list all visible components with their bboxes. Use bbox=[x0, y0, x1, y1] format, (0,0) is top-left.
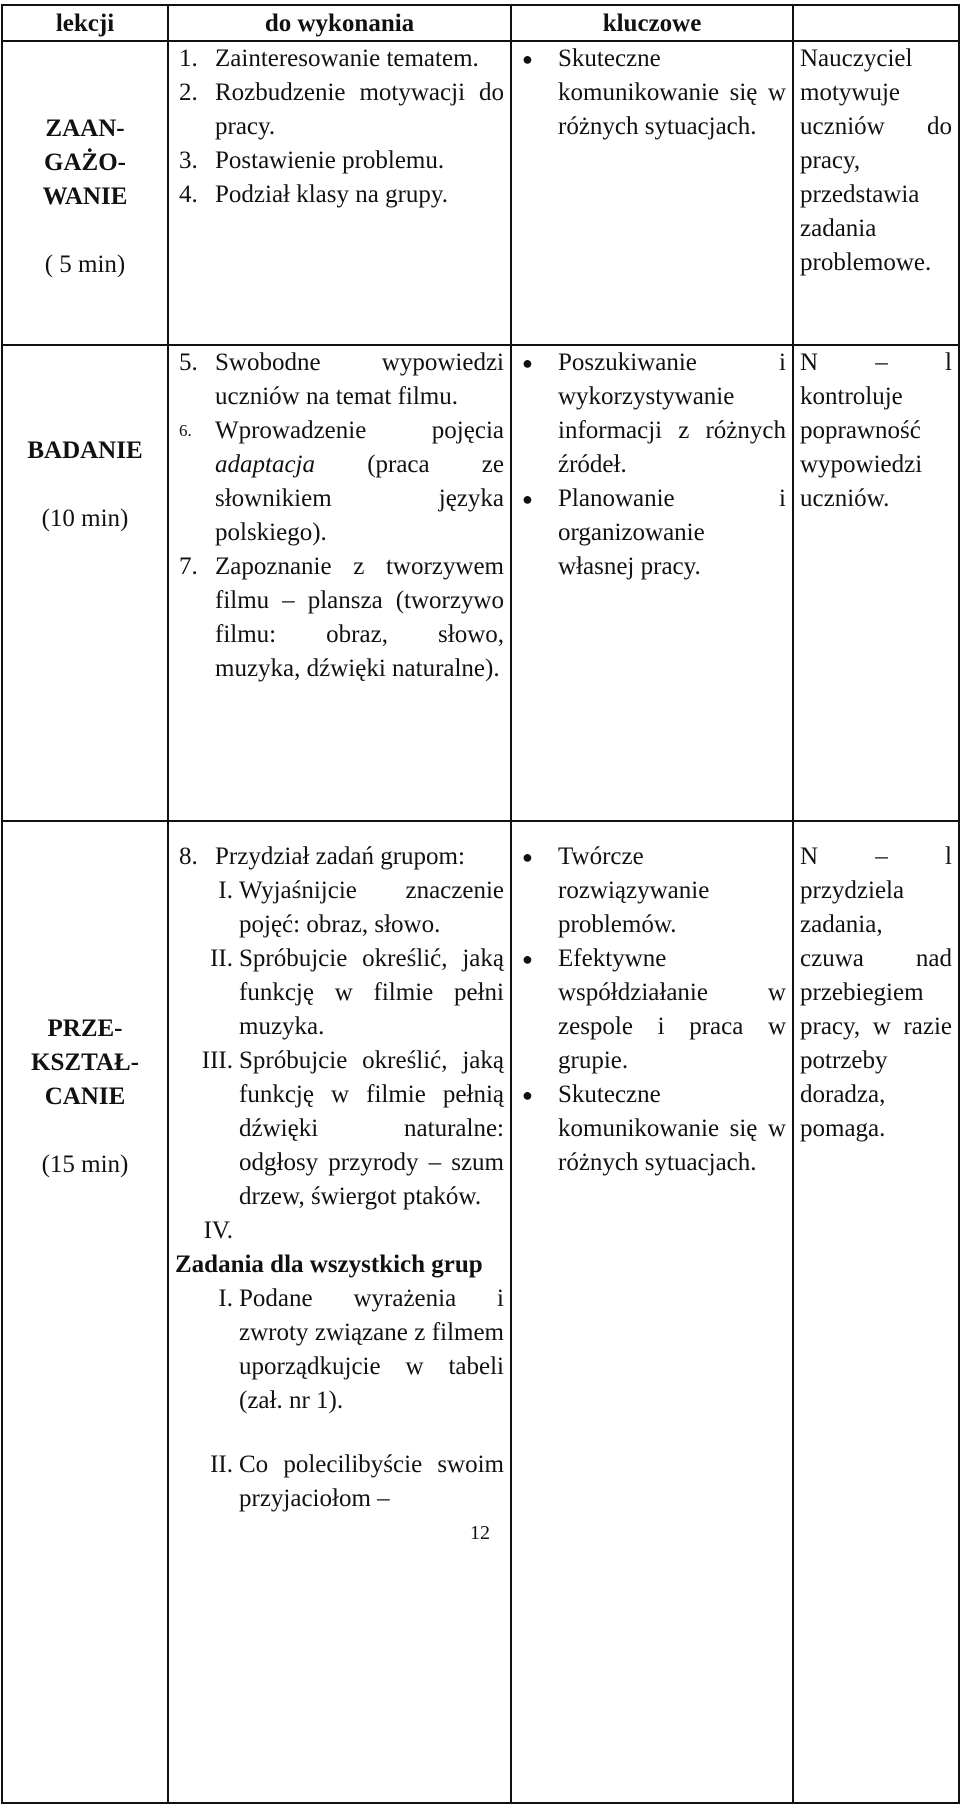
header-kluczowe: kluczowe bbox=[511, 5, 793, 41]
phase-time: ( 5 min) bbox=[44, 251, 126, 278]
task-item bbox=[175, 76, 504, 144]
task-text: Zainteresowanie tematem. bbox=[215, 45, 479, 72]
phase-name-line: ZAAN- bbox=[45, 115, 125, 142]
phase-name-line: KSZTAŁ- bbox=[31, 1049, 139, 1076]
teacher-cell: N – l kontroluje poprawność wypowiedzi uczniów. bbox=[793, 345, 959, 821]
subtask-number: II. bbox=[210, 1451, 233, 1478]
subtask-item bbox=[175, 1214, 504, 1248]
task-item bbox=[175, 178, 504, 212]
skill-text: Poszukiwanie i wykorzystywanie informacji z różnych źródeł. bbox=[558, 349, 786, 478]
teacher-cell: N – l przydziela zadania, czuwa nad przebiegiem pracy, w razie potrzeby doradza, pomaga. bbox=[793, 821, 959, 1803]
task-number: 7. bbox=[179, 553, 198, 580]
bullet-icon: ● bbox=[522, 949, 533, 969]
bullet-icon: ● bbox=[522, 49, 533, 69]
subtask-number: II. bbox=[210, 945, 233, 972]
phase-time: (10 min) bbox=[41, 505, 129, 532]
task-item bbox=[175, 840, 504, 874]
subtask-number: III. bbox=[201, 1047, 233, 1074]
subtask-item bbox=[175, 942, 504, 1044]
header-do-wykonania: do wykonania bbox=[168, 5, 511, 41]
bullet-icon: ● bbox=[522, 353, 533, 373]
task-text: Podział klasy na grupy. bbox=[215, 181, 449, 208]
bullet-icon: ● bbox=[522, 489, 533, 509]
task-item bbox=[175, 144, 504, 178]
task-number: 8. bbox=[179, 843, 198, 870]
skill-item bbox=[518, 42, 786, 144]
phase-name-line: PRZE- bbox=[47, 1015, 123, 1042]
skill-text: Skuteczne komunikowanie się w różnych sytuacjach. bbox=[558, 1081, 786, 1176]
header-blank bbox=[793, 5, 959, 41]
task-number: 5. bbox=[179, 349, 198, 376]
task-text: Swobodne wypowiedzi uczniów na temat filmu. bbox=[215, 349, 504, 410]
task-number: 6. bbox=[179, 421, 192, 440]
task-text: Postawienie problemu. bbox=[215, 147, 445, 174]
subtask-text: Co polecilibyście swoim przyjaciołom – bbox=[239, 1451, 504, 1512]
phase-name-line: GAŻO- bbox=[44, 149, 126, 176]
skill-text: Skuteczne komunikowanie się w różnych sytuacjach. bbox=[558, 45, 786, 140]
skills-cell bbox=[511, 345, 793, 821]
subtask-text bbox=[239, 1214, 504, 1248]
phase-name-line: CANIE bbox=[44, 1083, 126, 1110]
skill-text: Efektywne współdziałanie w zespole i praca w grupie. bbox=[558, 945, 786, 1074]
skills-cell bbox=[511, 41, 793, 345]
bullet-icon: ● bbox=[522, 847, 533, 867]
phase-name-line: WANIE bbox=[42, 183, 128, 210]
subtask-item bbox=[175, 874, 504, 942]
teacher-cell: Nauczyciel motywuje uczniów do pracy, przedstawia zadania problemowe. bbox=[793, 41, 959, 345]
skill-text: Planowanie i organizowanie własnej pracy. bbox=[558, 485, 786, 580]
skill-item bbox=[518, 346, 786, 482]
task-item bbox=[175, 346, 504, 414]
task-item bbox=[175, 42, 504, 76]
phase-row-zaangazowanie bbox=[2, 41, 959, 345]
subtask-item bbox=[175, 1044, 504, 1214]
tasks-cell bbox=[168, 345, 511, 821]
skill-item bbox=[518, 942, 786, 1078]
phase-cell bbox=[2, 821, 168, 1803]
subtask-text: Podane wyrażenia i zwroty związane z filmem uporządkujcie w tabeli (zał. nr 1). bbox=[239, 1285, 504, 1414]
page-number: 12 bbox=[470, 1522, 490, 1544]
phase-time: (15 min) bbox=[41, 1151, 129, 1178]
skills-cell bbox=[511, 821, 793, 1803]
skill-item bbox=[518, 482, 786, 584]
tasks-cell bbox=[168, 41, 511, 345]
subtask-number: I. bbox=[218, 877, 233, 904]
task-text-italic: adaptacja bbox=[215, 451, 315, 478]
skill-item bbox=[518, 840, 786, 942]
subtask-number: IV. bbox=[203, 1217, 233, 1244]
phase-row-przeksztalcanie bbox=[2, 821, 959, 1803]
task-number: 3. bbox=[179, 147, 198, 174]
task-text-part: Wprowadzenie pojęcia bbox=[215, 417, 504, 444]
subtask-text: Wyjaśnijcie znaczenie pojęć: obraz, słowo. bbox=[239, 877, 504, 938]
task-text: Zapoznanie z tworzywem filmu – plansza (tworzywo filmu: obraz, słowo, muzyka, dźwięki naturalne). bbox=[215, 553, 504, 682]
phase-row-badanie bbox=[2, 345, 959, 821]
phase-name-line: BADANIE bbox=[27, 437, 143, 464]
spacer bbox=[175, 1418, 504, 1448]
subtask-item bbox=[175, 1282, 504, 1418]
task-text-part: (praca ze słownikiem języka polskiego). bbox=[215, 451, 504, 546]
phase-cell bbox=[2, 41, 168, 345]
task-text bbox=[215, 414, 504, 550]
task-text: Rozbudzenie motywacji do pracy. bbox=[215, 79, 504, 140]
task-number: 2. bbox=[179, 79, 198, 106]
skill-item bbox=[518, 1078, 786, 1180]
header-row bbox=[2, 5, 959, 41]
task-text: Przydział zadań grupom: bbox=[215, 843, 465, 870]
subtask-text: Spróbujcie określić, jaką funkcję w filmie pełnią dźwięki naturalne: odgłosy przyrody – szum drzew, świergot ptaków. bbox=[239, 1047, 504, 1210]
subtask-number: I. bbox=[218, 1285, 233, 1312]
task-number: 1. bbox=[179, 45, 198, 72]
task-item bbox=[175, 550, 504, 686]
phase-cell bbox=[2, 345, 168, 821]
task-item bbox=[175, 414, 504, 550]
subtask-item bbox=[175, 1448, 504, 1516]
header-lekcji: lekcji bbox=[2, 5, 168, 41]
all-groups-heading: Zadania dla wszystkich grup bbox=[175, 1251, 483, 1278]
skill-text: Twórcze rozwiązywanie problemów. bbox=[558, 843, 710, 938]
tasks-cell bbox=[168, 821, 511, 1803]
bullet-icon: ● bbox=[522, 1085, 533, 1105]
subtask-text: Spróbujcie określić, jaką funkcję w filmie pełni muzyka. bbox=[239, 945, 504, 1040]
task-number: 4. bbox=[179, 181, 198, 208]
